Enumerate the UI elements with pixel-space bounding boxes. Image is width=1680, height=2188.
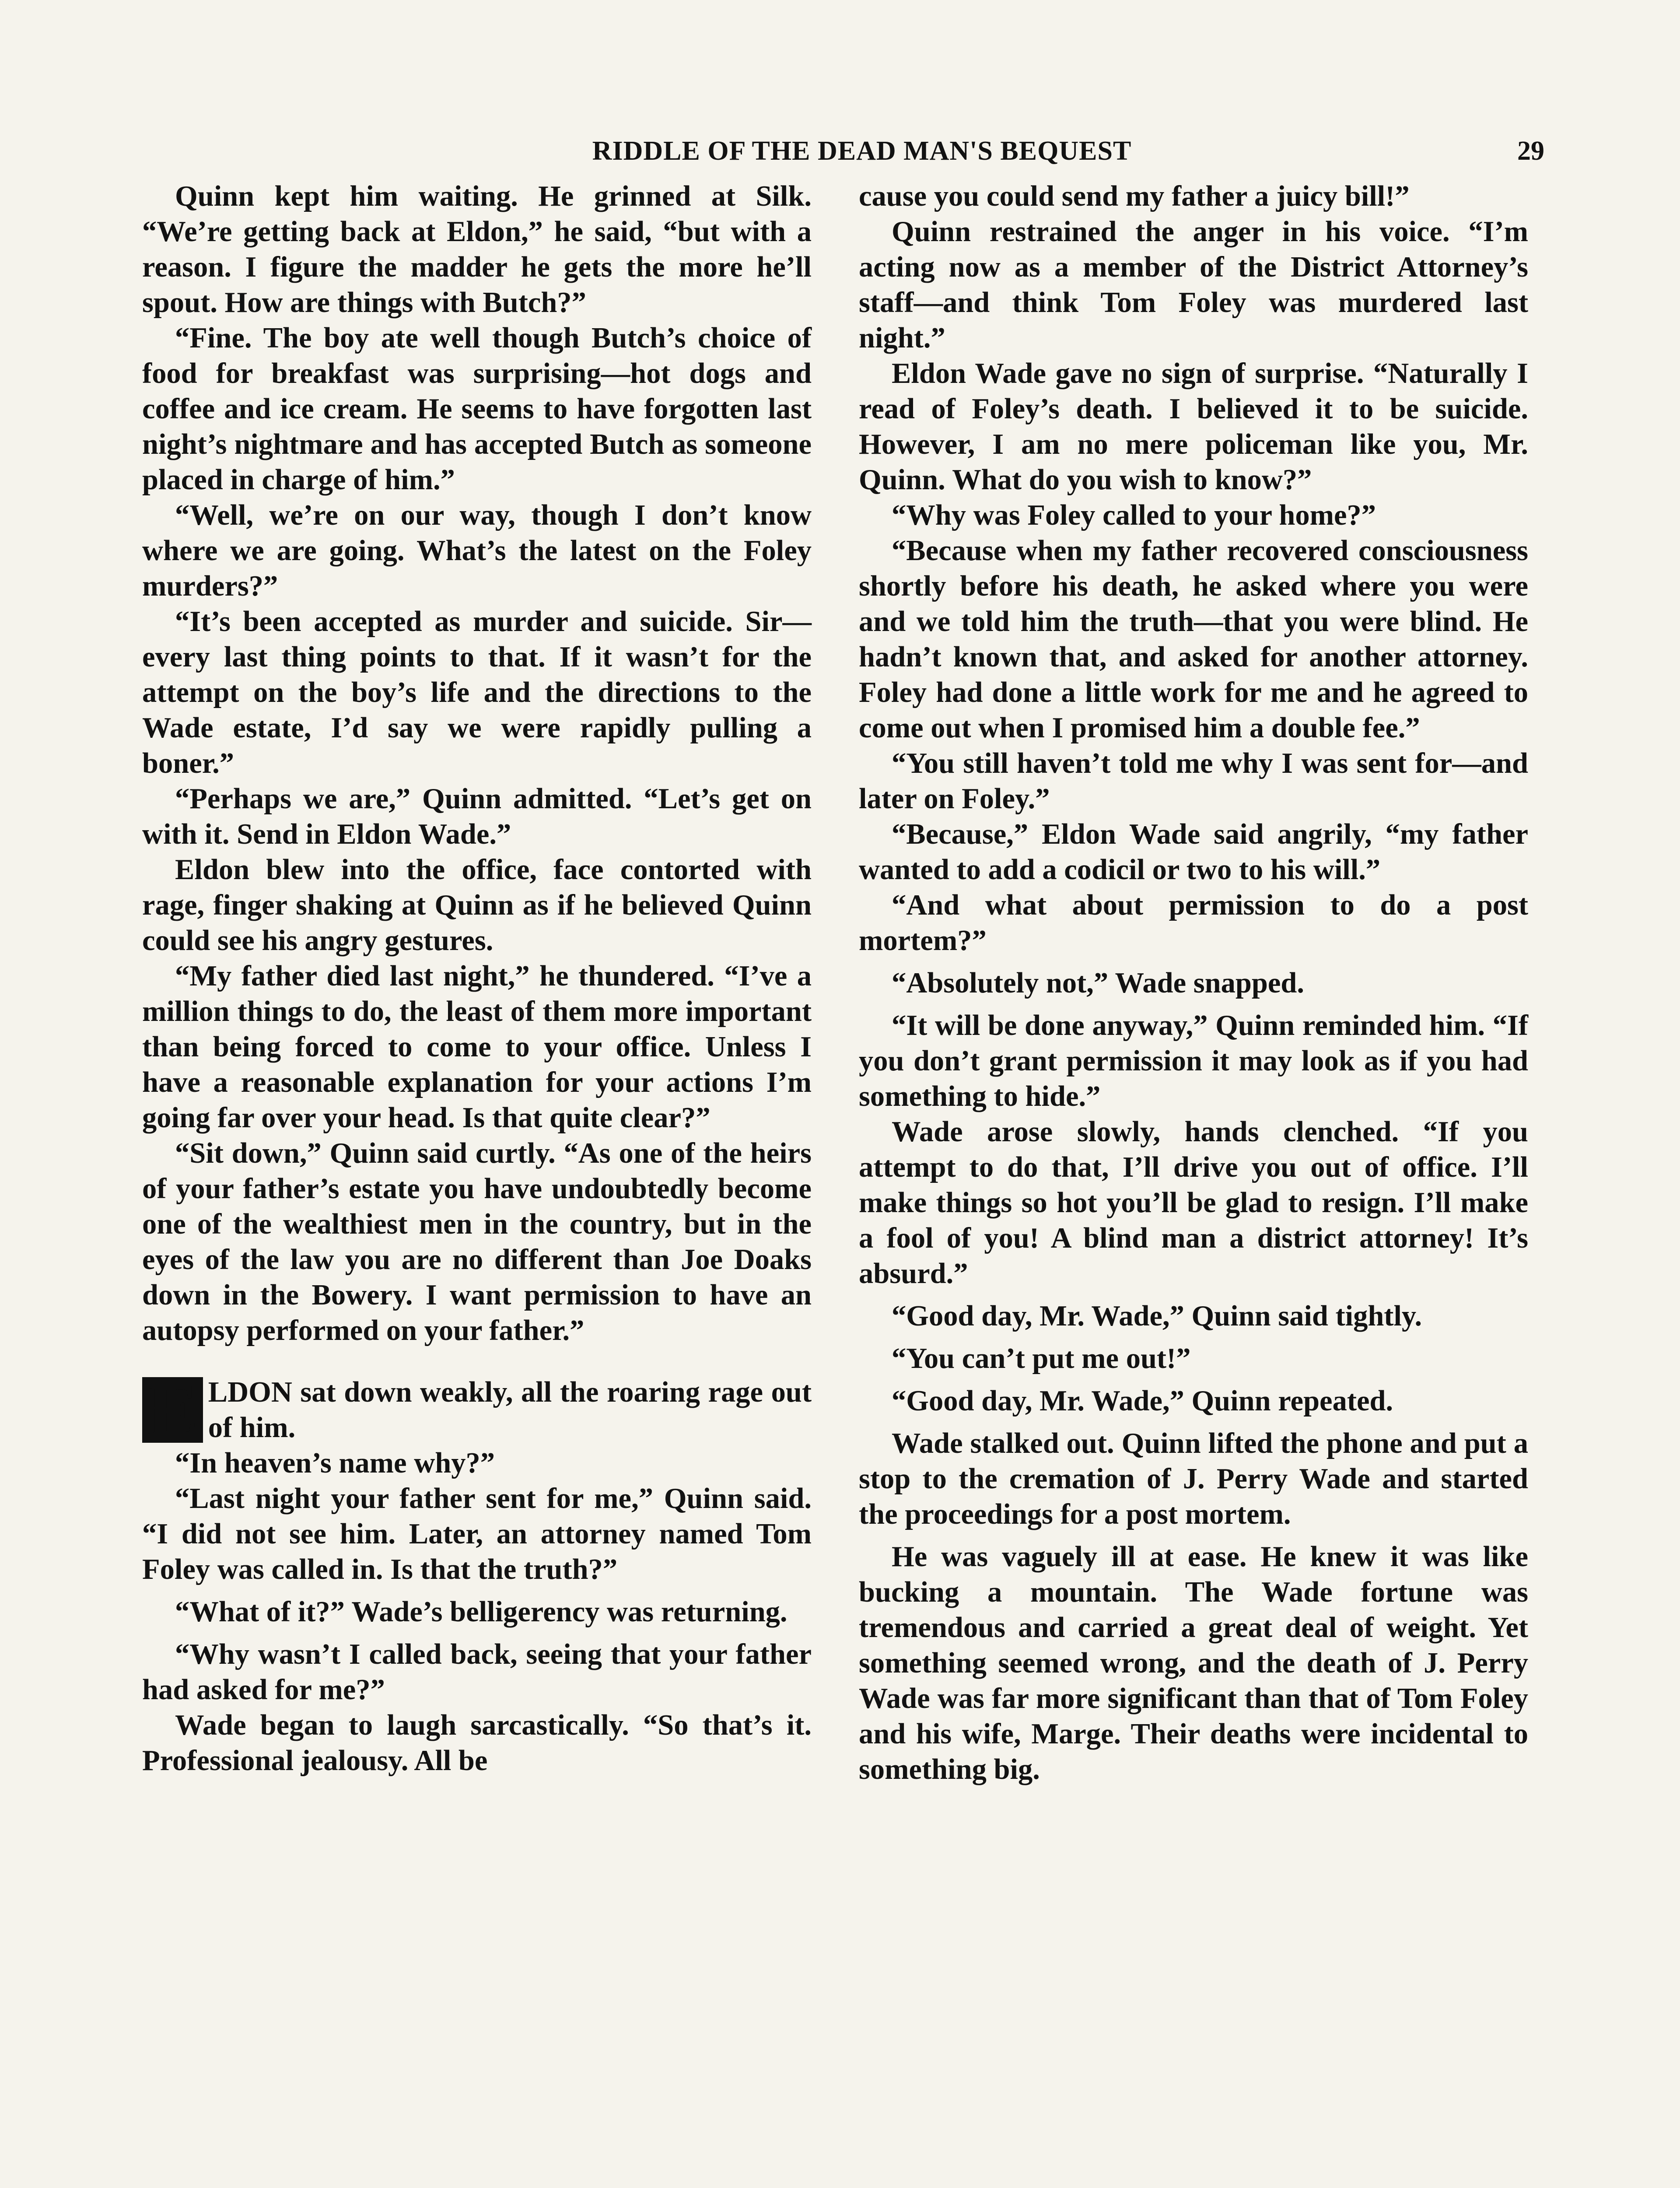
paragraph: “You can’t put me out!”	[892, 1343, 1191, 1375]
right-column	[859, 179, 1528, 1787]
paragraph: He was vaguely ill at ease. He knew it was like bucking a mountain. The Wade fortune was tremendous and carried a great deal of weight. Yet something seemed wrong, and the death of J. Perry Wade was far more significant than that of Tom Foley and his wife, Marge. Their deaths were incidental to something big.	[859, 1541, 1528, 1785]
paragraph: Quinn restrained the anger in his voice. “I’m acting now as a member of the District Attorney’s staff—and think Tom Foley was murdered last night.”	[859, 216, 1528, 354]
drop-cap-paragraph	[142, 1367, 812, 1453]
paragraph: “What of it?” Wade’s belligerency was returning.	[175, 1596, 788, 1628]
paragraph: “Fine. The boy ate well though Butch’s choice of food for breakfast was surprising—hot dogs and coffee and ice cream. He seems to have forgotten last night’s nightmare and has accepted Butch as someone placed in charge of him.”	[142, 322, 812, 496]
paragraph-continuation: cause you could send my father a juicy bill!”	[859, 180, 1410, 212]
drop-cap-paragraph-text: LDON sat down weakly, all the roaring rage out of him.	[208, 1376, 812, 1444]
paragraph: Eldon Wade gave no sign of surprise. “Naturally I read of Foley’s death. I believed it to be suicide. However, I am no mere policeman like you, Mr. Quinn. What do you wish to know?”	[859, 358, 1528, 496]
paragraph: “Absolutely not,” Wade snapped.	[892, 967, 1304, 999]
paragraph: “Why was Foley called to your home?”	[892, 499, 1376, 531]
paragraph: “In heaven’s name why?”	[175, 1447, 495, 1479]
paragraph: “Because,” Eldon Wade said angrily, “my father wanted to add a codicil or two to his will.”	[859, 818, 1528, 886]
paragraph: “Why wasn’t I called back, seeing that your father had asked for me?”	[142, 1638, 812, 1706]
paragraph: “My father died last night,” he thundered. “I’ve a million things to do, the least of them more important than being forced to come to your office. Unless I have a reasonable explanation for your actions I’m going far over your head. Is that quite clear?”	[142, 960, 812, 1134]
section-break	[142, 1348, 812, 1375]
running-header	[179, 127, 1544, 175]
paragraph: “Good day, Mr. Wade,” Quinn said tightly.	[892, 1300, 1422, 1332]
story-title: RIDDLE OF THE DEAD MAN'S BEQUEST	[592, 136, 1132, 166]
paragraph: “It’s been accepted as murder and suicide. Sir—every last thing points to that. If it wasn’t for the attempt on the boy’s life and the directions to the Wade estate, I’d say we were rapidly pulling a boner.”	[142, 606, 812, 779]
paragraph: Wade stalked out. Quinn lifted the phone and put a stop to the cremation of J. Perry Wade and started the proceedings for a post mortem.	[859, 1427, 1528, 1530]
paragraph: “You still haven’t told me why I was sent for—and later on Foley.”	[859, 747, 1528, 815]
paragraph: “And what about permission to do a post mortem?”	[859, 889, 1528, 957]
paragraph: Quinn kept him waiting. He grinned at Silk. “We’re getting back at Eldon,” he said, “but with a reason. I figure the madder he gets the more he’ll spout. How are things with Butch?”	[142, 180, 812, 319]
drop-cap: E	[142, 1377, 203, 1443]
paragraph: Wade arose slowly, hands clenched. “If you attempt to do that, I’ll drive you out of office. I’ll make things so hot you’ll be glad to resign. I’ll make a fool of you! A blind man a district attorney! It’s absurd.”	[859, 1116, 1528, 1290]
paragraph: “Sit down,” Quinn said curtly. “As one of the heirs of your father’s estate you have undoubtedly become one of the wealthiest men in the country, but in the eyes of the law you are no different than Joe Doaks down in the Bowery. I want permission to have an autopsy performed on your father.”	[142, 1137, 812, 1346]
paragraph: Wade began to laugh sarcastically. “So that’s it. Professional jealousy. All be	[142, 1709, 812, 1777]
left-column	[142, 179, 812, 1778]
paragraph: “Perhaps we are,” Quinn admitted. “Let’s get on with it. Send in Eldon Wade.”	[142, 783, 812, 850]
paragraph: “Well, we’re on our way, though I don’t know where we are going. What’s the latest on the Foley murders?”	[142, 499, 812, 602]
page-number: 29	[1517, 136, 1544, 166]
paragraph: “Last night your father sent for me,” Quinn said. “I did not see him. Later, an attorney named Tom Foley was called in. Is that the truth?”	[142, 1483, 812, 1585]
paragraph: “Because when my father recovered consciousness shortly before his death, he asked where you were and we told him the truth—that you were blind. He hadn’t known that, and asked for another attorney. Foley had done a little work for me and he agreed to come out when I promised him a double fee.”	[859, 535, 1528, 744]
paragraph: “It will be done anyway,” Quinn reminded him. “If you don’t grant permission it may look as if you had something to hide.”	[859, 1010, 1528, 1112]
paragraph: “Good day, Mr. Wade,” Quinn repeated.	[892, 1385, 1393, 1417]
paragraph: Eldon blew into the office, face contorted with rage, finger shaking at Quinn as if he believed Quinn could see his angry gestures.	[142, 854, 812, 957]
